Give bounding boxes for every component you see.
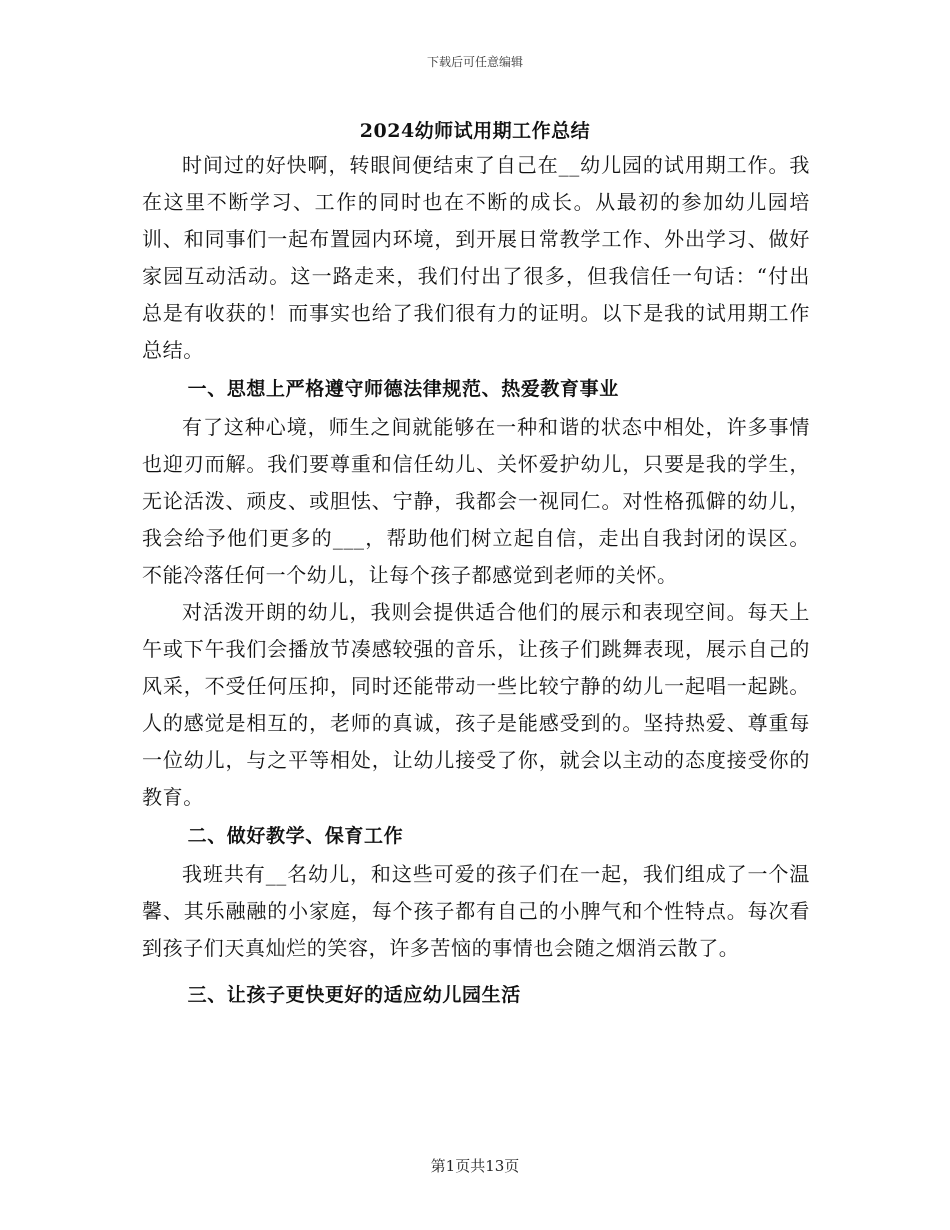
- paragraph-active-children: 对活泼开朗的幼儿，我则会提供适合他们的展示和表现空间。每天上午或下午我们会播放节凑感较强的音乐，让孩子们跳舞表现，展示自己的风采，不受任何压抑，同时还能带动一些比较宁静的幼儿一起唱一起跳。人的感觉是相互的，老师的真诚，孩子是能感受到的。坚持热爱、尊重每一位幼儿，与之平等相处，让幼儿接受了你，就会以主动的态度接受你的教育。: [142, 600, 810, 809]
- document-title: 2024幼师试用期工作总结: [359, 120, 591, 142]
- document-body: [142, 147, 810, 1015]
- paragraph-class: 我班共有__名幼儿，和这些可爱的孩子们在一起，我们组成了一个温馨、其乐融融的小家庭，每个孩子都有自己的小脾气和个性特点。每次看到孩子们天真灿烂的笑容，许多苦恼的事情也会随之烟消云散了。: [142, 862, 810, 960]
- section-heading-3: 三、让孩子更快更好的适应幼儿园生活: [187, 984, 521, 1006]
- section-heading-1: 一、思想上严格遵守师德法律规范、热爱教育事业: [187, 378, 619, 400]
- header-note: 下载后可任意编辑: [426, 55, 523, 69]
- section-heading-2: 二、做好教学、保育工作: [187, 825, 404, 847]
- page-number: 第1页共13页: [430, 1157, 520, 1175]
- paragraph-intro: 时间过的好快啊，转眼间便结束了自己在__幼儿园的试用期工作。我在这里不断学习、工作的同时也在不断的成长。从最初的参加幼儿园培训、和同事们一起布置园内环境，到开展日常教学工作、外出学习、做好家园互动活动。这一路走来，我们付出了很多，但我信任一句话：“付出总是有收获的！而事实也给了我们很有力的证明。以下是我的试用期工作总结。: [142, 153, 810, 362]
- paragraph-ethics: 有了这种心境，师生之间就能够在一种和谐的状态中相处，许多事情也迎刃而解。我们要尊重和信任幼儿、关怀爱护幼儿，只要是我的学生，无论活泼、顽皮、或胆怯、宁静，我都会一视同仁。对性格孤僻的幼儿，我会给予他们更多的___，帮助他们树立起自信，走出自我封闭的误区。不能冷落任何一个幼儿，让每个孩子都感觉到老师的关怀。: [142, 415, 810, 587]
